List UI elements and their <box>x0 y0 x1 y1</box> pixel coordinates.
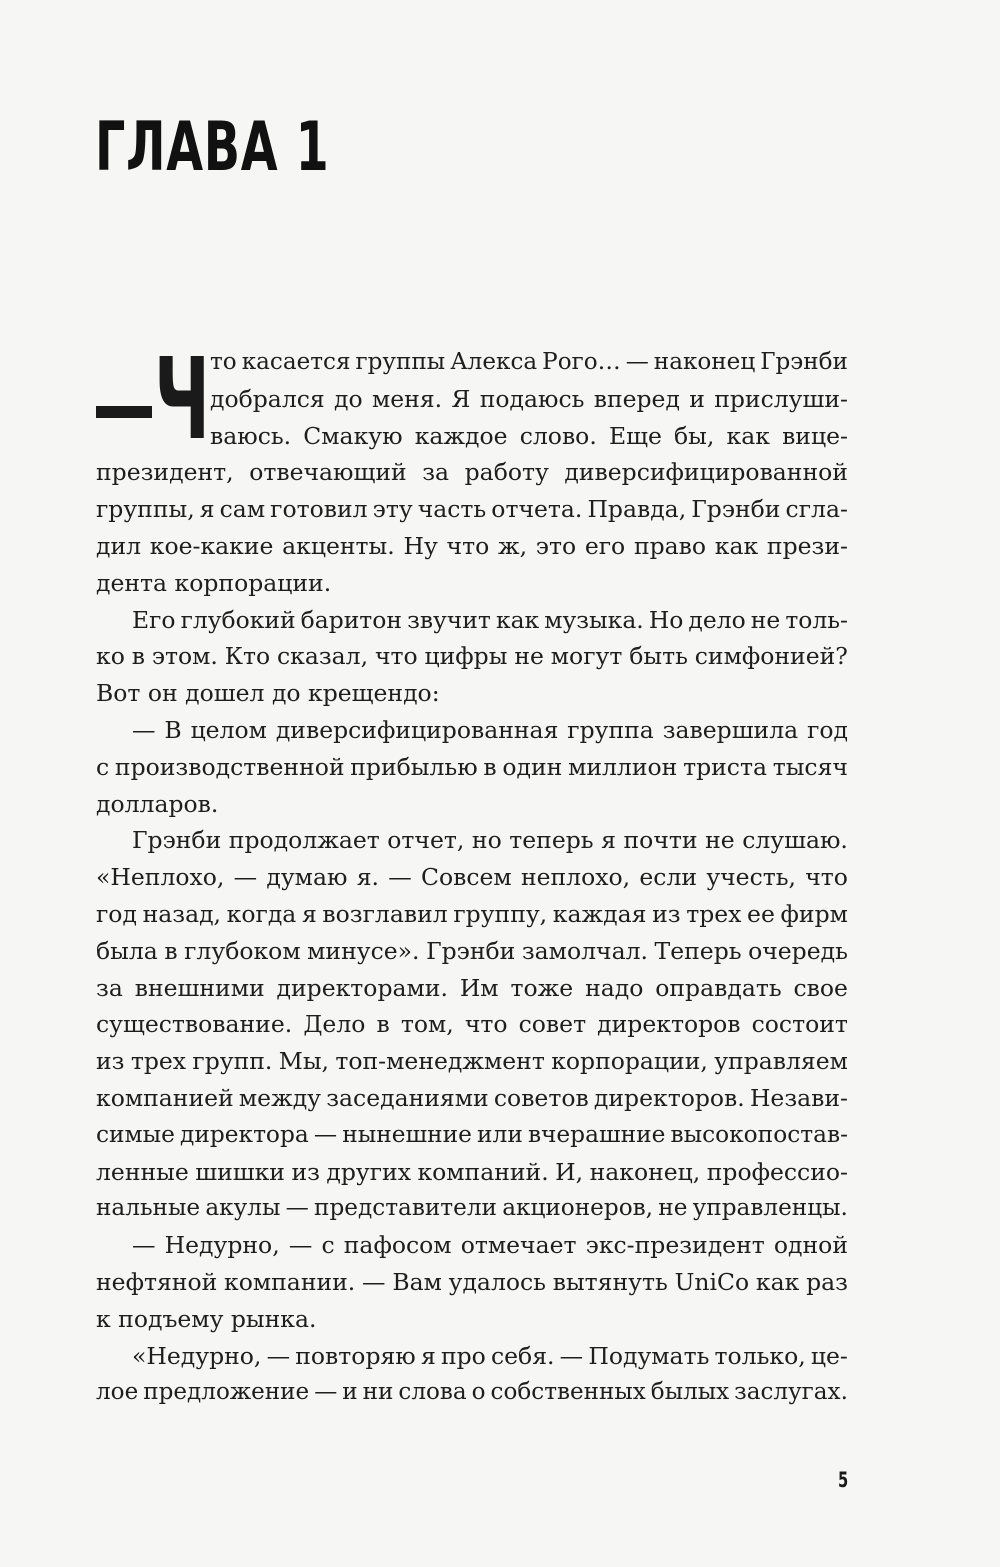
text-line: — Недурно, — с пафосом отмечает экс-президент одной <box>132 1231 848 1260</box>
text-line: нефтяной компании. — Вам удалось вытянуть UniCo как раз <box>96 1267 848 1296</box>
chapter-title: ГЛАВА 1 <box>95 108 330 187</box>
text-line: Его глубокий баритон звучит как музыка. Но дело не толь- <box>132 605 848 634</box>
text-line: лое предложение — и ни слова о собственных былых заслугах. <box>96 1379 848 1406</box>
text-line: симые директора — нынешние или вчерашние высокопостав- <box>96 1120 848 1148</box>
text-line: «Недурно, — повторяю я про себя. — Подумать только, це- <box>132 1341 848 1370</box>
text-line: Вот он дошел до крещендо: <box>96 679 440 708</box>
text-line: компанией между заседаниями советов директоров. Незави- <box>96 1083 848 1112</box>
text-line: год назад, когда я возглавил группу, каждая из трех ее фирм <box>96 899 848 928</box>
text-line: к подъему рынка. <box>96 1304 317 1333</box>
text-line: из трех групп. Мы, топ-менеджмент корпорации, управляем <box>96 1047 848 1076</box>
text-line: — В целом диверсифицированная группа завершила год <box>132 715 848 744</box>
text-line: с производственной прибылью в один миллион триста тысяч <box>96 752 848 781</box>
text-line: за внешними директорами. Им тоже надо оправдать свое <box>96 973 848 1002</box>
text-line: президент, отвечающий за работу диверсифицированной <box>96 458 848 487</box>
drop-cap-letter: Ч <box>154 335 211 465</box>
page-number: 5 <box>838 1468 849 1492</box>
text-line: группы, я сам готовил эту часть отчета. Правда, Грэнби сгла- <box>96 495 848 524</box>
text-line: нальные акулы — представители акционеров, не управленцы. <box>96 1195 848 1222</box>
text-line: дента корпорации. <box>96 568 332 597</box>
text-line: дил кое-какие акценты. Ну что ж, это его право как прези- <box>96 531 848 560</box>
text-line: то касается группы Алекса Рого… — наконец Грэнби <box>210 349 848 375</box>
text-line: существование. Дело в том, что совет директоров состоит <box>96 1010 848 1039</box>
text-line: ко в этом. Кто сказал, что цифры не могут быть симфонией? <box>96 642 848 671</box>
text-line: ленные шишки из других компаний. И, наконец, профессио- <box>96 1157 848 1186</box>
text-line: Грэнби продолжает отчет, но теперь я почти не слушаю. <box>132 826 848 855</box>
text-line: ваюсь. Смакую каждое слово. Еще бы, как вице- <box>210 421 848 450</box>
text-line: долларов. <box>96 789 219 818</box>
text-line: добрался до меня. Я подаюсь вперед и прислуши- <box>210 384 848 413</box>
chapter-text <box>96 344 848 1411</box>
text-line: была в глубоком минусе». Грэнби замолчал. Теперь очередь <box>96 936 848 965</box>
text-line: «Неплохо, — думаю я. — Совсем неплохо, если учесть, что <box>96 863 848 892</box>
